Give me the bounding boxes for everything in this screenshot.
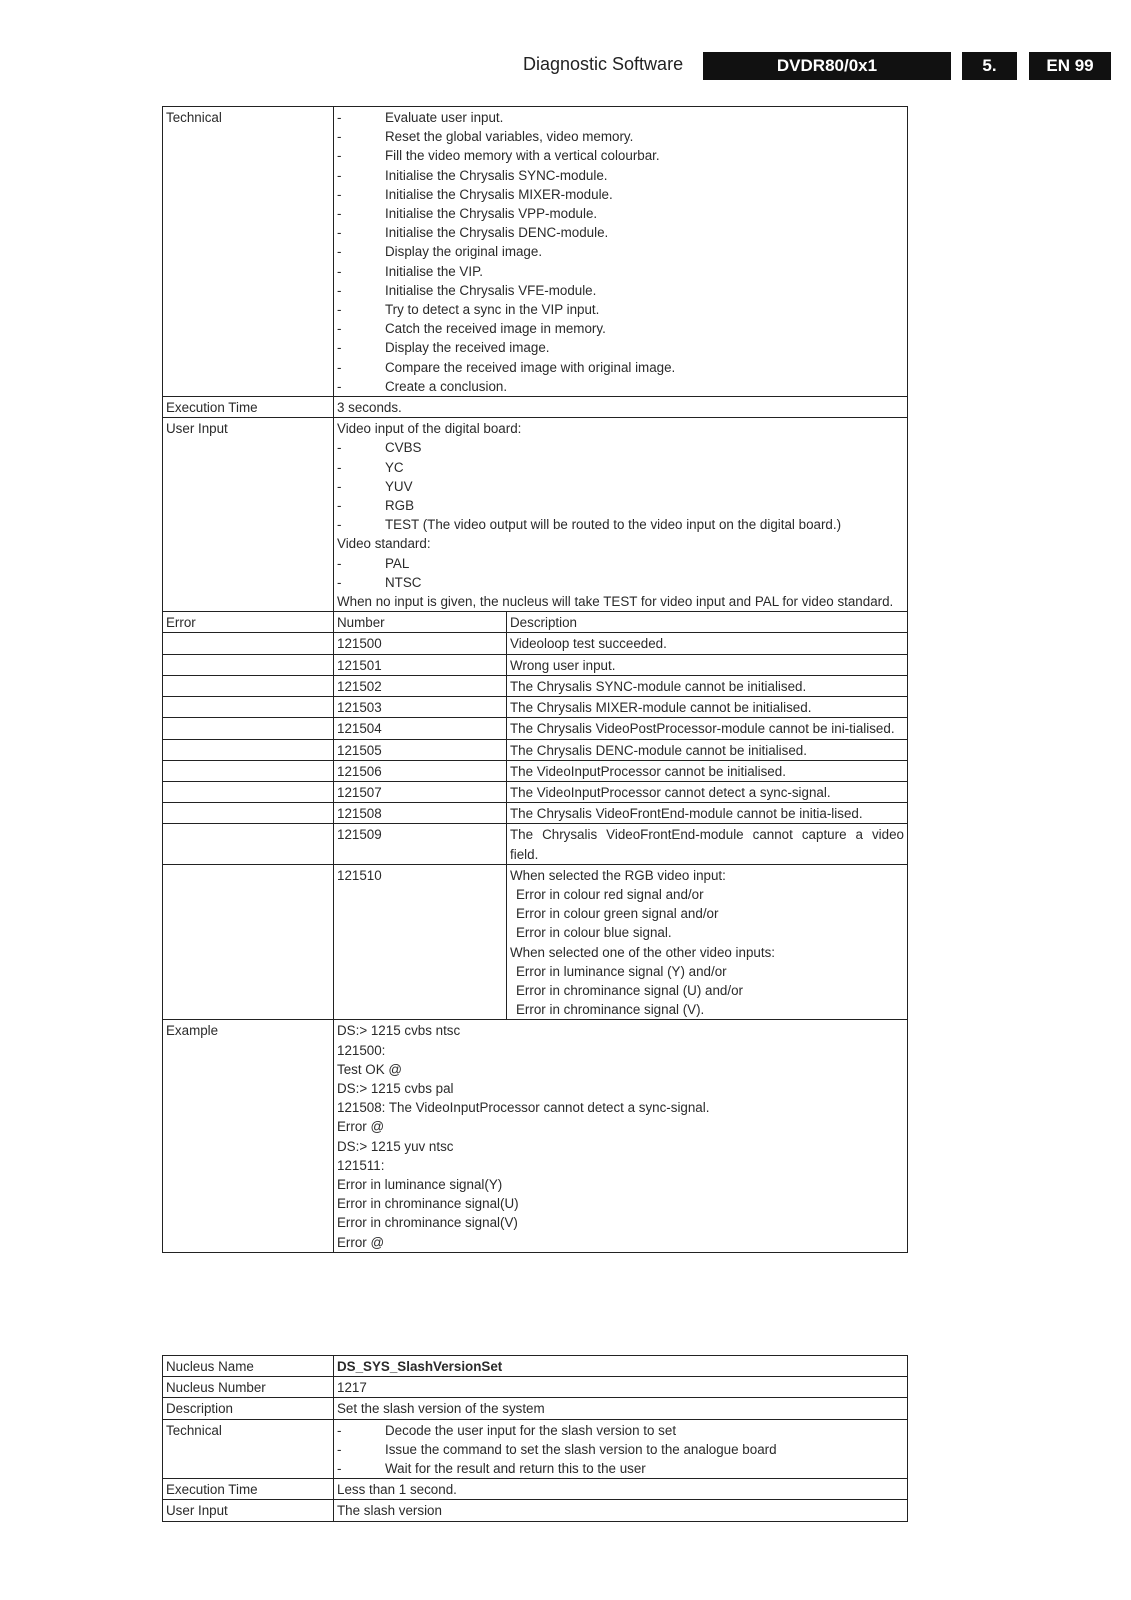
execution-time-row <box>163 1479 908 1500</box>
rgb-error-list <box>510 885 904 943</box>
list-item-text: Evaluate user input. <box>385 110 504 125</box>
list-item-text: Wait for the result and return this to the user <box>385 1461 646 1477</box>
bullet-dash: - <box>337 186 342 202</box>
error-number: 121509 <box>334 824 507 864</box>
list-item-text: Initialise the VIP. <box>385 263 484 279</box>
bullet-dash: - <box>337 282 342 298</box>
list-item-text: Try to detect a sync in the VIP input. <box>385 302 600 318</box>
list-item <box>337 515 904 534</box>
error-description: The Chrysalis SYNC-module cannot be initialised. <box>507 675 908 696</box>
list-item <box>337 358 904 377</box>
error-row <box>163 781 908 802</box>
error-description: The Chrysalis VideoPostProcessor-module cannot be ini-tialised. <box>507 718 908 739</box>
user-input-value <box>334 418 908 612</box>
error-number: 121504 <box>334 718 507 739</box>
bullet-dash: - <box>337 225 342 241</box>
example-lines <box>334 1020 908 1252</box>
list-item <box>337 262 904 281</box>
bullet-dash: - <box>337 459 342 475</box>
list-item <box>337 1421 904 1440</box>
error-row <box>163 739 908 760</box>
list-line: DS:> 1215 yuv ntsc <box>337 1138 454 1154</box>
bullet-dash: - <box>337 478 342 494</box>
execution-time-value: 3 seconds. <box>334 397 908 418</box>
error-row <box>163 633 908 654</box>
nucleus-name-row <box>163 1356 908 1377</box>
list-line: Error in chrominance signal (U) and/or <box>516 982 743 998</box>
bullet-dash: - <box>337 359 342 375</box>
list-item <box>337 204 904 223</box>
list-item <box>337 458 904 477</box>
nucleus-1215-table <box>162 106 908 1253</box>
user-input-row <box>163 1500 908 1521</box>
list-item-text: Initialise the Chrysalis MIXER-module. <box>385 186 613 202</box>
nucleus-number-label: Nucleus Number <box>163 1377 334 1398</box>
list-item <box>337 319 904 338</box>
technical-row <box>163 1419 908 1479</box>
bullet-dash: - <box>337 1422 342 1438</box>
bullet-dash: - <box>337 574 342 590</box>
list-line: Error in luminance signal (Y) and/or <box>516 963 727 979</box>
nucleus-1217-table <box>162 1355 908 1522</box>
list-line: Error in chrominance signal (V). <box>516 1002 705 1018</box>
error-number: 121508 <box>334 803 507 824</box>
error-row <box>163 697 908 718</box>
error-col-number: Number <box>334 612 507 633</box>
technical-label: Technical <box>163 1419 334 1479</box>
error-description: The Chrysalis DENC-module cannot be initialised. <box>507 739 908 760</box>
list-item <box>337 1459 904 1478</box>
example-row <box>163 1020 908 1252</box>
list-item-text: Initialise the Chrysalis VFE-module. <box>385 282 597 298</box>
list-item <box>337 166 904 185</box>
bullet-dash: - <box>337 440 342 456</box>
execution-time-value: Less than 1 second. <box>334 1479 908 1500</box>
list-line: Error in colour green signal and/or <box>516 906 719 922</box>
error-rows <box>163 633 908 864</box>
user-input-note: When no input is given, the nucleus will take TEST for video input and PAL for video standard. <box>337 594 894 610</box>
technical-steps <box>334 1419 908 1479</box>
list-item <box>337 477 904 496</box>
video-input-list <box>337 438 904 534</box>
list-item-text: Display the original image. <box>385 244 543 260</box>
nucleus-name-label: Nucleus Name <box>163 1356 334 1377</box>
error-row <box>163 718 908 739</box>
error-number: 121505 <box>334 739 507 760</box>
error-row <box>163 654 908 675</box>
list-line: Error in chrominance signal(U) <box>337 1196 519 1212</box>
error-row <box>163 675 908 696</box>
list-item <box>337 338 904 357</box>
list-line: Error in luminance signal(Y) <box>337 1176 503 1192</box>
list-item-text: YUV <box>385 478 413 494</box>
bullet-dash: - <box>337 263 342 279</box>
error-number: 121506 <box>334 760 507 781</box>
error-description: Wrong user input. <box>507 654 908 675</box>
error-description <box>507 864 908 1020</box>
video-standard-list <box>337 554 904 592</box>
header-model: DVDR80/0x1 <box>703 52 951 80</box>
error-row <box>163 760 908 781</box>
list-item <box>337 127 904 146</box>
bullet-dash: - <box>337 378 342 394</box>
error-description: Videoloop test succeeded. <box>507 633 908 654</box>
list-line: Error in chrominance signal(V) <box>337 1215 518 1231</box>
error-number: 121503 <box>334 697 507 718</box>
list-line: 121508: The VideoInputProcessor cannot detect a sync-signal. <box>337 1100 710 1116</box>
error-description: The Chrysalis VideoFrontEnd-module cannot be initia-lised. <box>507 803 908 824</box>
other-heading: When selected one of the other video inputs: <box>510 944 776 960</box>
error-number: 121502 <box>334 675 507 696</box>
list-item <box>337 185 904 204</box>
list-item-text: Reset the global variables, video memory. <box>385 129 634 145</box>
list-item <box>337 146 904 165</box>
description-label: Description <box>163 1398 334 1419</box>
error-col-description: Description <box>507 612 908 633</box>
list-item-text: RGB <box>385 498 415 514</box>
bullet-dash: - <box>337 340 342 356</box>
error-row <box>163 803 908 824</box>
header-chapter: 5. <box>962 52 1017 80</box>
error-header-row <box>163 612 908 633</box>
video-standard-heading: Video standard: <box>337 536 431 552</box>
error-number: 121510 <box>334 864 507 1020</box>
user-input-value: The slash version <box>334 1500 908 1521</box>
list-item-text: Initialise the Chrysalis VPP-module. <box>385 206 598 222</box>
bullet-dash: - <box>337 302 342 318</box>
error-description: The VideoInputProcessor cannot detect a sync-signal. <box>507 781 908 802</box>
error-number: 121500 <box>334 633 507 654</box>
error-number: 121501 <box>334 654 507 675</box>
list-item <box>337 496 904 515</box>
list-line: Error @ <box>337 1234 385 1250</box>
bullet-dash: - <box>337 244 342 260</box>
list-item <box>337 438 904 457</box>
user-input-row <box>163 418 908 612</box>
list-item <box>337 300 904 319</box>
list-item <box>337 242 904 261</box>
technical-label: Technical <box>163 107 334 397</box>
rgb-heading: When selected the RGB video input: <box>510 867 726 883</box>
error-row-121510 <box>163 864 908 1020</box>
description-row <box>163 1398 908 1419</box>
header-page-number: EN 99 <box>1029 52 1111 80</box>
list-item <box>337 573 904 592</box>
list-item-text: Compare the received image with original image. <box>385 359 676 375</box>
bullet-dash: - <box>337 517 342 533</box>
list-item-text: Fill the video memory with a vertical colourbar. <box>385 148 660 164</box>
list-line: Error @ <box>337 1119 385 1135</box>
list-item <box>337 223 904 242</box>
error-label: Error <box>163 612 334 633</box>
error-description: The Chrysalis VideoFrontEnd-module cannot capture a video field. <box>507 824 908 864</box>
bullet-dash: - <box>337 129 342 145</box>
bullet-dash: - <box>337 1461 342 1477</box>
user-input-label: User Input <box>163 418 334 612</box>
technical-row <box>163 107 908 397</box>
list-item-text: NTSC <box>385 574 422 590</box>
bullet-dash: - <box>337 555 342 571</box>
list-item <box>337 554 904 573</box>
list-item <box>337 281 904 300</box>
list-item-text: TEST (The video output will be routed to the video input on the digital board.) <box>385 517 842 533</box>
list-item-text: Initialise the Chrysalis SYNC-module. <box>385 167 608 183</box>
list-item <box>337 1440 904 1459</box>
list-item <box>337 377 904 396</box>
nucleus-name-value: DS_SYS_SlashVersionSet <box>334 1356 908 1377</box>
bullet-dash: - <box>337 206 342 222</box>
list-item-text: CVBS <box>385 440 422 456</box>
bullet-dash: - <box>337 167 342 183</box>
execution-time-row <box>163 397 908 418</box>
list-item-text: Create a conclusion. <box>385 378 508 394</box>
example-label: Example <box>163 1020 334 1252</box>
list-line: 121500: <box>337 1042 386 1058</box>
error-number: 121507 <box>334 781 507 802</box>
error-description: The VideoInputProcessor cannot be initialised. <box>507 760 908 781</box>
bullet-dash: - <box>337 148 342 164</box>
description-value: Set the slash version of the system <box>334 1398 908 1419</box>
list-item-text: Display the received image. <box>385 340 550 356</box>
list-line: Error in colour blue signal. <box>516 925 672 941</box>
list-item-text: Decode the user input for the slash version to set <box>385 1422 677 1438</box>
execution-time-label: Execution Time <box>163 1479 334 1500</box>
list-line: DS:> 1215 cvbs pal <box>337 1080 454 1096</box>
header-title: Diagnostic Software <box>523 54 684 74</box>
list-line: DS:> 1215 cvbs ntsc <box>337 1023 461 1039</box>
bullet-dash: - <box>337 321 342 337</box>
user-input-label: User Input <box>163 1500 334 1521</box>
page-header <box>0 52 1131 82</box>
list-item-text: Initialise the Chrysalis DENC-module. <box>385 225 609 241</box>
nucleus-number-value: 1217 <box>334 1377 908 1398</box>
list-line: Error in colour red signal and/or <box>516 886 704 902</box>
error-row <box>163 824 908 864</box>
bullet-dash: - <box>337 110 342 125</box>
list-item-text: PAL <box>385 555 410 571</box>
list-line: 121511: <box>337 1157 385 1173</box>
list-item <box>337 108 904 127</box>
list-item-text: Catch the received image in memory. <box>385 321 606 337</box>
technical-steps <box>334 107 908 397</box>
list-item-text: Issue the command to set the slash version to the analogue board <box>385 1441 777 1457</box>
bullet-dash: - <box>337 1441 342 1457</box>
other-error-list <box>510 962 904 1020</box>
execution-time-label: Execution Time <box>163 397 334 418</box>
nucleus-number-row <box>163 1377 908 1398</box>
error-description: The Chrysalis MIXER-module cannot be initialised. <box>507 697 908 718</box>
list-item-text: YC <box>385 459 404 475</box>
list-line: Test OK @ <box>337 1061 402 1077</box>
video-input-heading: Video input of the digital board: <box>337 421 522 437</box>
bullet-dash: - <box>337 498 342 514</box>
